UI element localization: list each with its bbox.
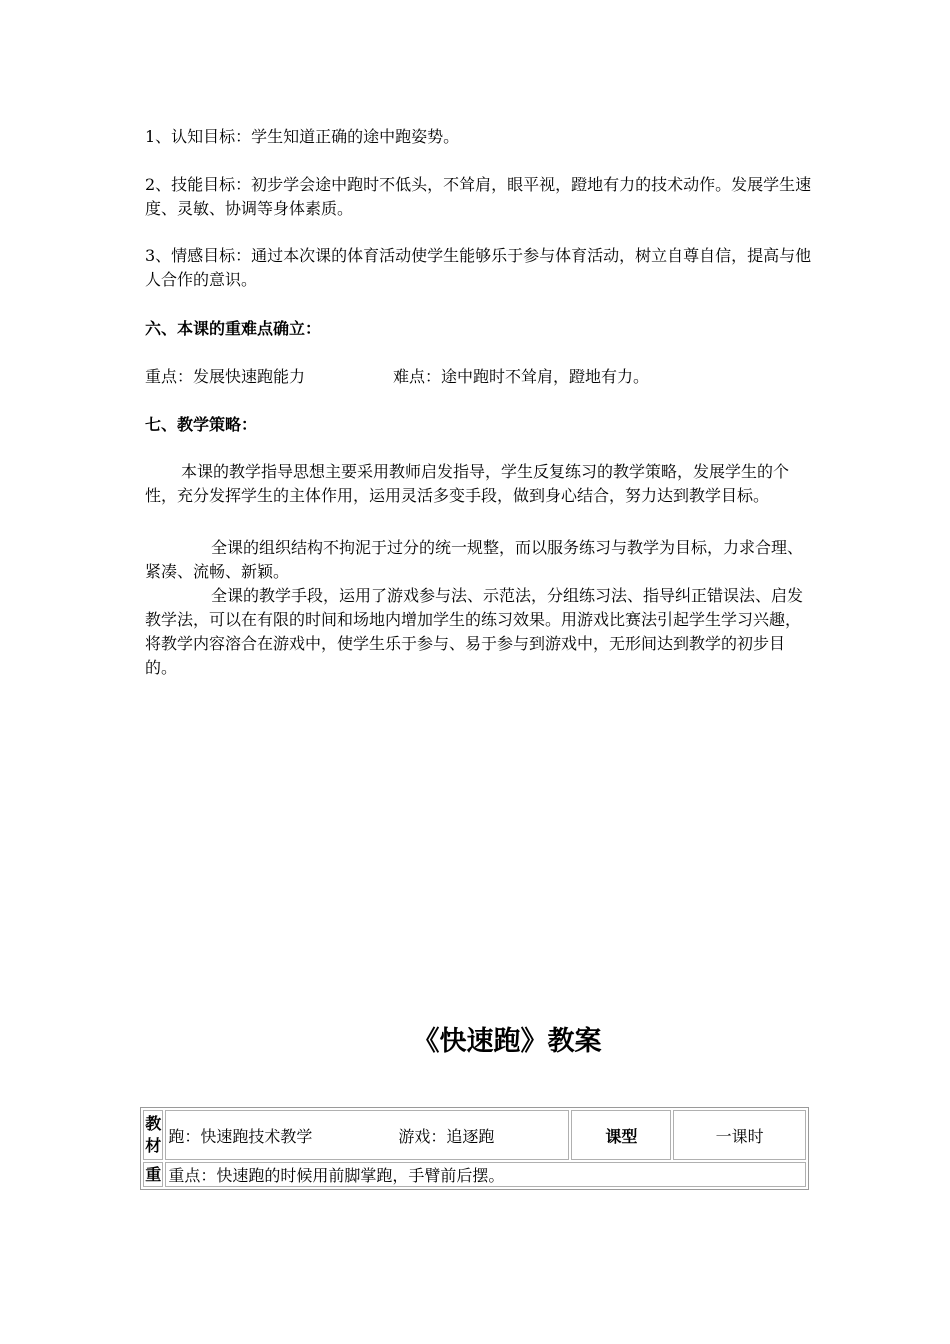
textbook-label-cell: [143, 1110, 163, 1160]
table-row: [143, 1110, 806, 1160]
lesson-plan-title: 《快速跑》教案: [412, 1026, 602, 1057]
lesson-type-label: 课型: [605, 1126, 638, 1146]
difficulty-text: 难点：途中跑时不耸肩，蹬地有力。: [393, 367, 650, 386]
lesson-type-label-cell: [571, 1110, 671, 1160]
strategy-paragraph-1: 本课的教学指导思想主要采用教师启发指导，学生反复练习的教学策略，发展学生的个性，充分发挥学生的主体作用，运用灵活多变手段，做到身心结合，努力达到教学目标。: [145, 462, 790, 505]
section6-heading: 六、本课的重难点确立：: [145, 319, 322, 338]
strategy-paragraph-2: 全课的组织结构不拘泥于过分的统一规整，而以服务练习与教学为目标，力求合理、紧凑、流畅、新颖。: [145, 538, 804, 581]
objective-cognitive: 1、认知目标：学生知道正确的途中跑姿势。: [145, 127, 460, 146]
textbook-game-text: 游戏：追逐跑: [398, 1126, 495, 1146]
objective-skill: 2、技能目标：初步学会途中跑时不低头，不耸肩，眼平视，蹬地有力的技术动作。发展学生速度、灵敏、协调等身体素质。: [145, 175, 812, 218]
textbook-content-cell: [165, 1110, 569, 1160]
section7-heading: 七、教学策略：: [145, 415, 258, 434]
table-row: [143, 1162, 806, 1187]
key-content-cell: [165, 1162, 806, 1187]
lesson-type-value-cell: [673, 1110, 806, 1160]
strategy-paragraph-3: 全课的教学手段，运用了游戏参与法、示范法，分组练习法、指导纠正错误法、启发教学法，可以在有限的时间和场地内增加学生的练习效果。用游戏比赛法引起学生学习兴趣，将教学内容溶合在游戏中，使学生乐于参与、易于参与到游戏中，无形间达到教学的初步目的。: [145, 586, 804, 677]
lesson-plan-table: [140, 1107, 809, 1190]
textbook-label: 教材: [145, 1114, 162, 1155]
key-label-cell: [143, 1162, 163, 1187]
objective-emotion: 3、情感目标：通过本次课的体育活动使学生能够乐于参与体育活动，树立自尊自信，提高与他人合作的意识。: [145, 246, 812, 289]
textbook-run-text: 跑：快速跑技术教学: [168, 1126, 313, 1146]
key-content-text: 重点：快速跑的时候用前脚掌跑，手臂前后摆。: [168, 1166, 505, 1185]
lesson-type-value: 一课时: [715, 1126, 764, 1146]
key-point-text: 重点：发展快速跑能力: [145, 367, 306, 386]
key-label: 重: [145, 1164, 162, 1184]
